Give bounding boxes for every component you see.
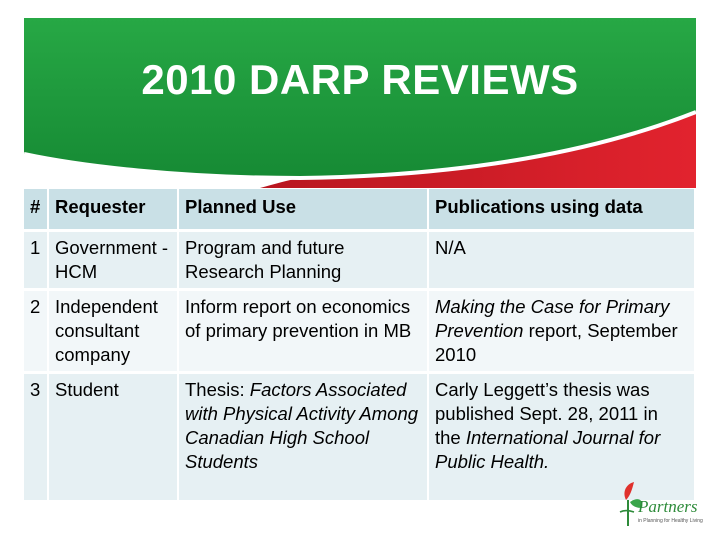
header-number: # [24, 189, 48, 231]
header-requester: Requester [48, 189, 178, 231]
publications-cell: N/A [428, 231, 695, 290]
row-number: 2 [24, 290, 48, 373]
planned-use-cell [178, 373, 428, 501]
publication-note: Carly Leggett’s thesis was published Sept. 28, 2011 in the [435, 379, 658, 448]
table-row [24, 231, 695, 290]
journal-name: International Journal for Public Health. [435, 427, 661, 472]
row-number: 3 [24, 373, 48, 501]
publications-cell [428, 290, 695, 373]
table-header-row [24, 189, 695, 231]
slide-title: 2010 DARP REVIEWS [141, 56, 579, 103]
publication-title: Making the Case for Primary Prevention [435, 296, 670, 341]
header-planned-use: Planned Use [178, 189, 428, 231]
thesis-title: Factors Associated with Physical Activity Among Canadian High School Students [185, 379, 419, 472]
requester-cell: Independent consultant company [48, 290, 178, 373]
header-publications: Publications using data [428, 189, 695, 231]
planned-use-cell: Program and future Research Planning [178, 231, 428, 290]
requester-cell: Student [48, 373, 178, 501]
row-number: 1 [24, 231, 48, 290]
table-row [24, 373, 695, 501]
logo-subtitle: in Planning for Healthy Living [638, 518, 703, 524]
reviews-table [24, 189, 696, 500]
partners-logo [612, 470, 712, 532]
requester-cell: Government - HCM [48, 231, 178, 290]
planned-use-cell: Inform report on economics of primary prevention in MB [178, 290, 428, 373]
thesis-prefix: Thesis: [185, 379, 250, 400]
table-row [24, 290, 695, 373]
logo-text: Partners [638, 497, 698, 516]
publication-note: report, September 2010 [435, 320, 678, 365]
